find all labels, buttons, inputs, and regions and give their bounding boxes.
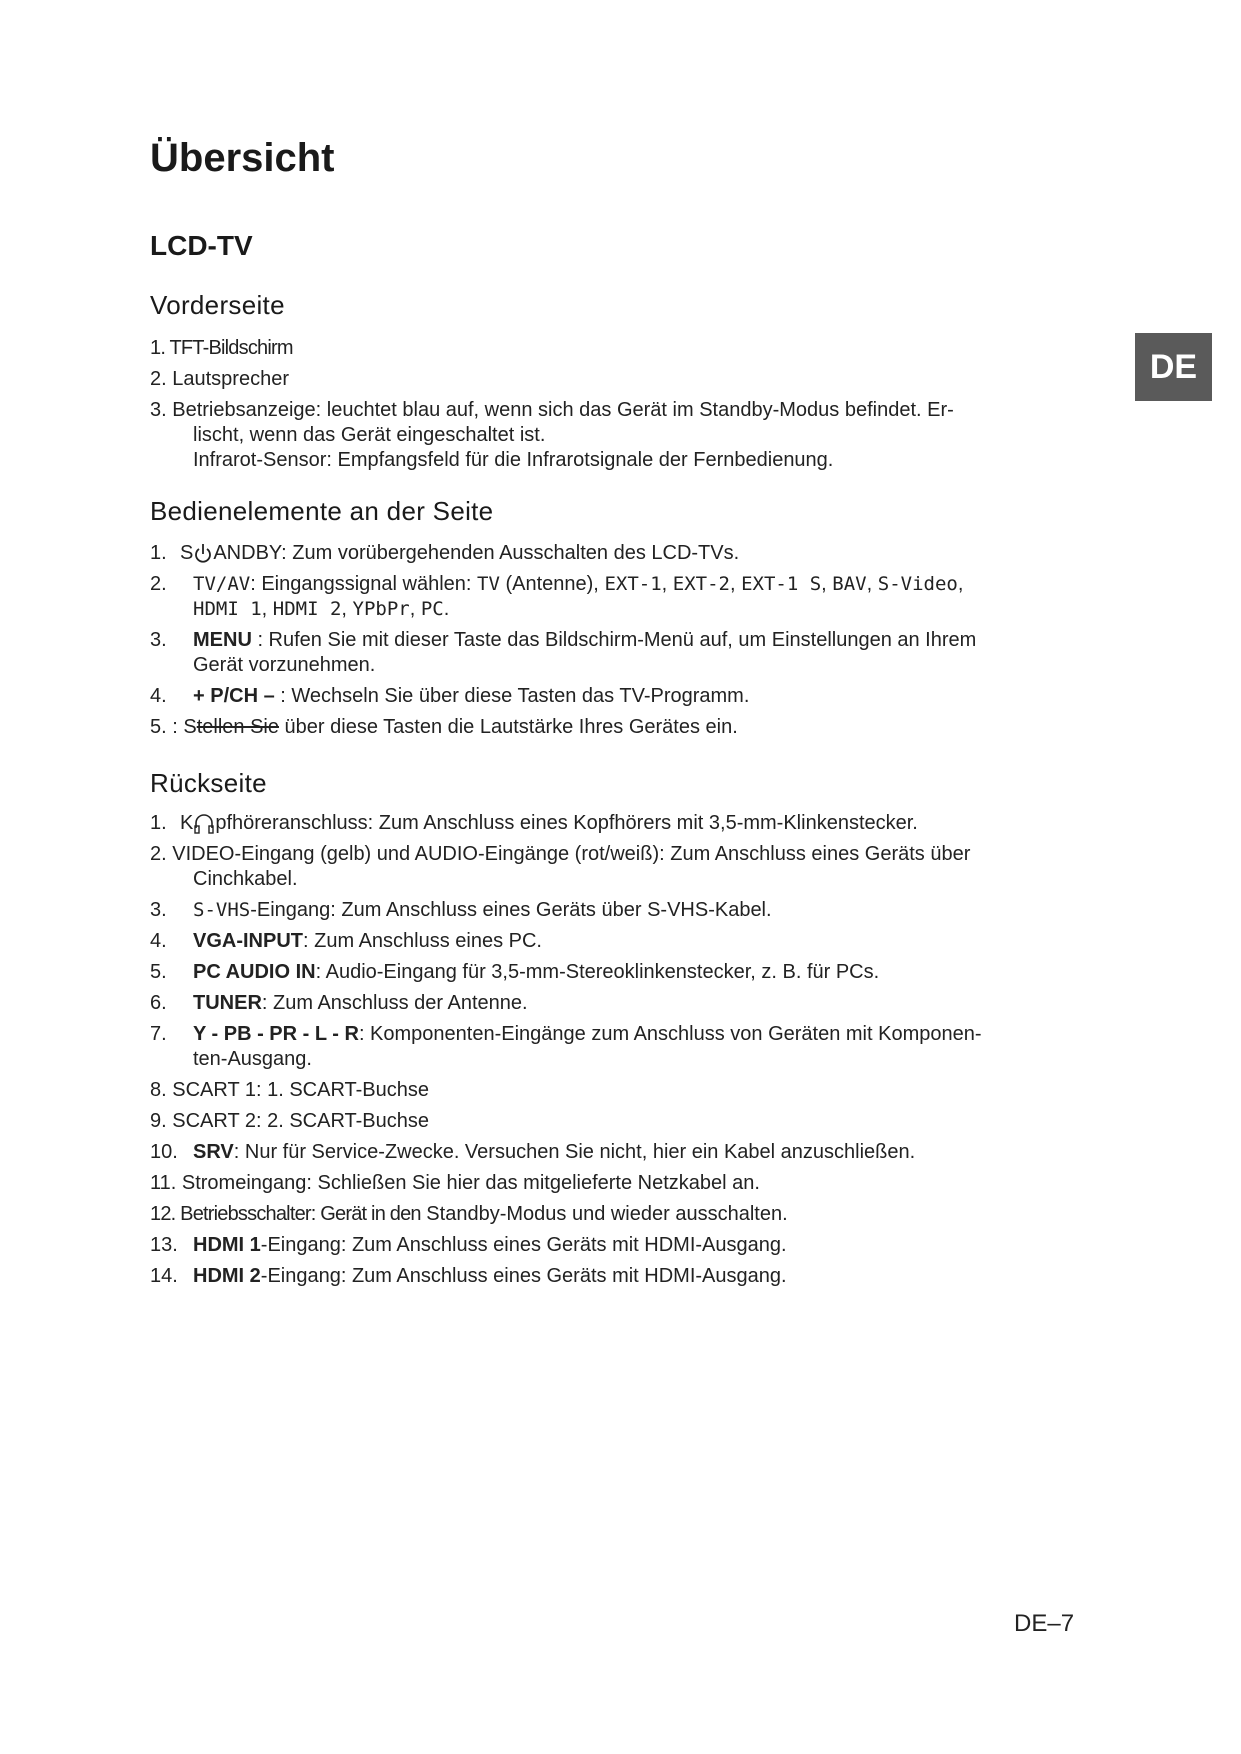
tvav-label: TV/AV xyxy=(193,573,251,595)
sep: , xyxy=(957,573,964,595)
item-number: 2. xyxy=(150,573,167,595)
list-item xyxy=(150,541,1070,566)
item-text: : Audio-Eingang für 3,5-mm-Stereoklinkenstecker, z. B. für PCs. xyxy=(315,961,880,983)
list-item xyxy=(150,929,1070,954)
ext1s-label: EXT-1 S xyxy=(741,573,822,595)
vga-label: VGA-INPUT xyxy=(193,930,303,952)
item-number: 3. xyxy=(150,629,167,651)
list-item xyxy=(150,684,1070,709)
list-item xyxy=(150,572,1070,622)
item-text: : Komponenten-Eingänge zum Anschluss von Geräten mit Komponen- xyxy=(358,1023,982,1045)
item-text: S xyxy=(180,542,194,564)
item-number: 5. xyxy=(150,961,167,983)
item-text: ANDBY: Zum vorübergehenden Ausschalten des LCD-TVs. xyxy=(213,542,740,564)
item-number: 7. xyxy=(150,1023,167,1045)
item-number: 13. xyxy=(150,1234,178,1256)
item-text: : Zum Anschluss der Antenne. xyxy=(261,992,528,1014)
page-number: DE–7 xyxy=(1014,1610,1075,1637)
component-label: Y - PB - PR - L - R xyxy=(193,1023,359,1045)
item-number: 1. xyxy=(150,812,167,834)
sep: , xyxy=(866,573,878,595)
item-text: 11. Stromeingang: Schließen Sie hier das mitgelieferte Netzkabel an. xyxy=(150,1172,760,1194)
item-text: K xyxy=(180,812,194,834)
item-text: -Eingang: Zum Anschluss eines Geräts mit HDMI-Ausgang. xyxy=(260,1234,787,1256)
item-text: -Eingang: Zum Anschluss eines Geräts mit HDMI-Ausgang. xyxy=(260,1265,787,1287)
back-heading: Rückseite xyxy=(150,768,267,798)
ypbpr-label: YPbPr xyxy=(352,598,410,620)
list-item xyxy=(150,336,1070,361)
item-text: 8. SCART 1: 1. SCART-Buchse xyxy=(150,1079,430,1101)
item-text: -Eingang: Zum Anschluss eines Geräts über S-VHS-Kabel. xyxy=(250,899,772,921)
sep: , xyxy=(821,573,833,595)
item-text: : Rufen Sie mit dieser Taste das Bildschirm-Menü auf, um Einstellungen an Ihrem xyxy=(251,629,977,651)
front-list xyxy=(150,336,1070,473)
item-text: 2. Lautsprecher xyxy=(150,368,289,390)
item-number: 6. xyxy=(150,992,167,1014)
list-item xyxy=(150,842,1070,892)
tv-label: TV xyxy=(477,573,500,595)
hdmi1-label: HDMI 1 xyxy=(193,598,262,620)
list-item xyxy=(150,811,1070,836)
item-text: über diese Tasten die Lautstärke Ihres Gerätes ein. xyxy=(278,716,738,738)
item-text: 9. SCART 2: 2. SCART-Buchse xyxy=(150,1110,430,1132)
hdmi2-label: HDMI 2 xyxy=(272,598,342,620)
list-item xyxy=(150,1202,1070,1227)
item-text: 2. VIDEO-Eingang (gelb) und AUDIO-Eingänge (rot/weiß): Zum Anschluss eines Geräts über xyxy=(150,843,971,865)
tuner-label: TUNER xyxy=(193,992,262,1014)
list-item xyxy=(150,367,1070,392)
hdmi1-label: HDMI 1 xyxy=(193,1234,261,1256)
item-text: 1. TFT-Bildschirm xyxy=(150,337,293,359)
list-item xyxy=(150,991,1070,1016)
item-text: 12. Betriebsschalter: Gerät in den xyxy=(150,1203,421,1225)
item-text: pfhöreranschluss: Zum Anschluss eines Kopfhörers mit 3,5-mm-Klinkenstecker. xyxy=(215,812,918,834)
headphones-icon xyxy=(193,812,215,836)
item-text: 3. Betriebsanzeige: leuchtet blau auf, wenn sich das Gerät im Standby-Modus befindet. Er- xyxy=(150,399,954,421)
bav-label: BAV xyxy=(832,573,867,595)
sep: , xyxy=(661,573,673,595)
list-item xyxy=(150,628,1070,678)
back-list xyxy=(150,811,1070,1295)
list-item xyxy=(150,1109,1070,1134)
side-heading: Bedienelemente an der Seite xyxy=(150,496,494,526)
side-list xyxy=(150,541,1070,746)
item-number: 4. xyxy=(150,930,167,952)
item-text: Standby-Modus und wieder ausschalten. xyxy=(420,1203,788,1225)
section-title: LCD-TV xyxy=(150,230,253,261)
item-text: tellen Sie xyxy=(196,716,279,738)
list-item xyxy=(150,398,1070,473)
list-item xyxy=(150,960,1070,985)
sep: , xyxy=(341,598,353,620)
sep: , xyxy=(261,598,273,620)
pch-label: + P/CH – xyxy=(193,685,275,707)
sep: . xyxy=(443,598,450,620)
item-text: : Wechseln Sie über diese Tasten das TV-Programm. xyxy=(274,685,750,707)
item-number: 14. xyxy=(150,1265,178,1287)
sep: , xyxy=(409,598,421,620)
list-item xyxy=(150,898,1070,923)
list-item xyxy=(150,1022,1070,1072)
item-text-cont: Cinchkabel. xyxy=(193,868,298,890)
item-text-cont: lischt, wenn das Gerät eingeschaltet ist. xyxy=(193,424,546,446)
list-item xyxy=(150,1078,1070,1103)
menu-label: MENU xyxy=(193,629,252,651)
item-text: : Zum Anschluss eines PC. xyxy=(303,930,542,952)
item-number: 4. xyxy=(150,685,167,707)
item-text: Gerät vorzunehmen. xyxy=(193,654,376,676)
list-item xyxy=(150,1171,1070,1196)
item-text: 5. : S xyxy=(150,716,197,738)
ext2-label: EXT-2 xyxy=(672,573,730,595)
srv-label: SRV xyxy=(193,1141,234,1163)
language-tab: DE xyxy=(1135,333,1212,401)
item-text: : Eingangssignal wählen: xyxy=(250,573,478,595)
svideo-label: S-Video xyxy=(877,573,958,595)
item-text: : Nur für Service-Zwecke. Versuchen Sie nicht, hier ein Kabel anzuschließen. xyxy=(233,1141,916,1163)
ext1-label: EXT-1 xyxy=(604,573,662,595)
list-item xyxy=(150,1233,1070,1258)
pc-audio-label: PC AUDIO IN xyxy=(193,961,316,983)
power-icon xyxy=(193,543,213,565)
hdmi2-label: HDMI 2 xyxy=(193,1265,261,1287)
page-title: Übersicht xyxy=(150,136,335,180)
list-item xyxy=(150,1264,1070,1289)
list-item xyxy=(150,715,1070,740)
svhs-label: S-VHS xyxy=(193,899,251,921)
item-text-cont: Infrarot-Sensor: Empfangsfeld für die Infrarotsignale der Fernbedienung. xyxy=(193,449,834,471)
item-text: ten-Ausgang. xyxy=(193,1048,312,1070)
list-item xyxy=(150,1140,1070,1165)
item-number: 1. xyxy=(150,542,167,564)
item-number: 3. xyxy=(150,899,167,921)
item-text: (Antenne), xyxy=(499,573,605,595)
pc-label: PC xyxy=(420,598,444,620)
sep: , xyxy=(729,573,742,595)
item-number: 10. xyxy=(150,1141,178,1163)
front-heading: Vorderseite xyxy=(150,290,285,320)
